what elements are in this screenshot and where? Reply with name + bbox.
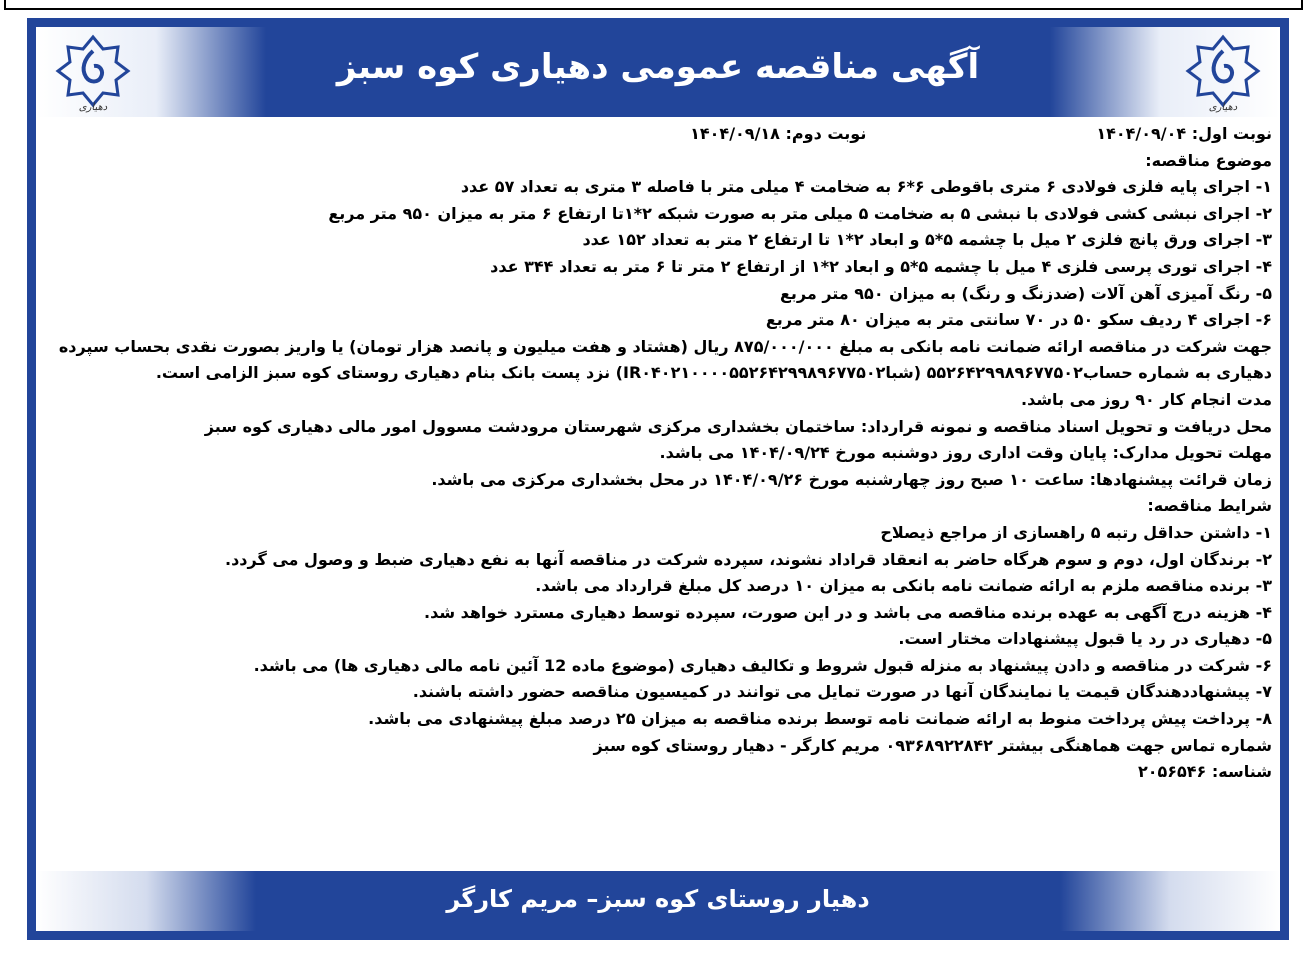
first-turn-date: نوبت اول: ۱۴۰۴/۰۹/۰۴ [1096, 124, 1272, 143]
notice-panel [36, 27, 1280, 931]
opening-line: زمان قرائت پیشنهادها: ساعت ۱۰ صبح روز چهارشنبه مورخ ۱۴۰۴/۰۹/۲۶ در محل بخشداری مرکزی می باشد. [431, 469, 1272, 489]
condition-item: ۷- پیشنهاددهندگان قیمت یا نمایندگان آنها در صورت تمایل می توانند در کمیسیون مناقصه حضور داشته باشند. [412, 682, 1272, 702]
condition-item: ۵- دهیاری در رد یا قبول پیشنهادات مختار است. [898, 629, 1272, 649]
condition-item: ۳- برنده مناقصه ملزم به ارائه ضمانت نامه بانکی به میزان ۱۰ درصد کل مبلغ قرارداد می باشد. [535, 576, 1272, 596]
conditions-heading: شرایط مناقصه: [1147, 496, 1272, 516]
notice-frame [27, 18, 1289, 940]
duration-line: مدت انجام کار ۹۰ روز می باشد. [1021, 389, 1272, 409]
subject-item: ۲- اجرای نبشی کشی فولادی با نبشی ۵ به ضخامت ۵ میلی متر به صورت شبکه ۲*۱تا ارتفاع ۶ متر به میزان ۹۵۰ متر مربع [328, 203, 1272, 223]
dehyari-emblem-icon [1178, 33, 1268, 113]
signature: دهیار روستای کوه سبز– مریم کارگر [446, 885, 870, 913]
subject-heading: موضوع مناقصه: [1145, 150, 1272, 170]
top-frame-border [4, 0, 1303, 10]
condition-item: ۱- داشتن حداقل رتبه ۵ راهسازی از مراجع ذیصلاح [880, 522, 1272, 542]
subject-item: ۳- اجرای ورق پانچ فلزی ۲ میل با چشمه ۵*۵ و ابعاد ۲*۱ تا ارتفاع ۲ متر به تعداد ۱۵۲ عدد [582, 230, 1272, 250]
condition-item: ۴- هزینه درج آگهی به عهده برنده مناقصه می باشد و در این صورت، سپرده توسط دهیاری مسترد خواهد شد. [424, 602, 1272, 622]
subject-item: ۱- اجرای پایه فلزی فولادی ۶ متری باقوطی ۶*۶ به ضخامت ۴ میلی متر با فاصله ۳ متری به تعداد ۵۷ عدد [460, 177, 1272, 197]
notice-id: شناسه: ۲۰۵۶۵۴۶ [1137, 762, 1272, 782]
svg-text:دهیاری: دهیاری [78, 102, 108, 113]
notice-body [46, 121, 1272, 853]
documents-place-line: محل دریافت و تحویل اسناد مناقصه و نمونه قرارداد: ساختمان بخشداری مرکزی شهرستان مرودشت مسوول امور مالی دهیاری کوه سبز [204, 416, 1272, 436]
dehyari-logo-right [1178, 33, 1268, 113]
publication-dates [46, 121, 1272, 148]
header-band [36, 27, 1280, 117]
deadline-line: مهلت تحویل مدارک: پایان وقت اداری روز دوشنبه مورخ ۱۴۰۴/۰۹/۲۴ می باشد. [659, 443, 1272, 463]
second-turn-date: نوبت دوم: ۱۴۰۴/۰۹/۱۸ [690, 124, 867, 143]
subject-item: ۶- اجرای ۴ ردیف سکو ۵۰ در ۷۰ سانتی متر به میزان ۸۰ متر مربع [765, 310, 1272, 330]
guarantee-paragraph: جهت شرکت در مناقصه ارائه ضمانت نامه بانکی به مبلغ ۸۷۵/۰۰۰/۰۰۰ ریال (هشتاد و هفت میلیون و پانصد هزار تومان) یا واریز بصورت نقدی بحساب سپرده دهیاری به شماره حساب۵۵۲۶۴۲۹۹۸۹۶۷۷۵۰۲ (شباIR۰۴۰۲۱۰۰۰۰۵۵۲۶۴۲۹۹۸۹۶۷۷۵۰۲) نزد پست بانک بنام دهیاری روستای کوه سبز الزامی است. [58, 336, 1272, 383]
footer-band [36, 871, 1280, 931]
subject-item: ۵- رنگ آمیزی آهن آلات (ضدزنگ و رنگ) به میزان ۹۵۰ متر مربع [779, 283, 1272, 303]
condition-item: ۸- پرداخت پیش پرداخت منوط به ارائه ضمانت نامه توسط برنده مناقصه به میزان ۲۵ درصد مبلغ پیشنهادی می باشد. [368, 709, 1272, 729]
notice-title: آگهی مناقصه عمومی دهیاری کوه سبز [336, 47, 980, 87]
svg-text:دهیاری: دهیاری [1208, 102, 1238, 113]
subject-item: ۴- اجرای توری پرسی فلزی ۴ میل با چشمه ۵*۵ و ابعاد ۲*۱ از ارتفاع ۲ متر تا ۶ متر به تعداد ۳۴۴ عدد [490, 256, 1272, 276]
condition-item: ۶- شرکت در مناقصه و دادن پیشنهاد به منزله قبول شروط و تکالیف دهیاری (موضوع ماده 12 آئین نامه مالی دهیاری ها) می باشد. [253, 655, 1272, 675]
condition-item: ۲- برندگان اول، دوم و سوم هرگاه حاضر به انعقاد قراداد نشوند، سپرده شرکت در مناقصه آنها به نفع دهیاری ضبط و وصول می گردد. [225, 549, 1272, 569]
contact-line: شماره تماس جهت هماهنگی بیشتر ۰۹۳۶۸۹۲۲۸۴۲ مریم کارگر - دهیار روستای کوه سبز [593, 735, 1272, 755]
